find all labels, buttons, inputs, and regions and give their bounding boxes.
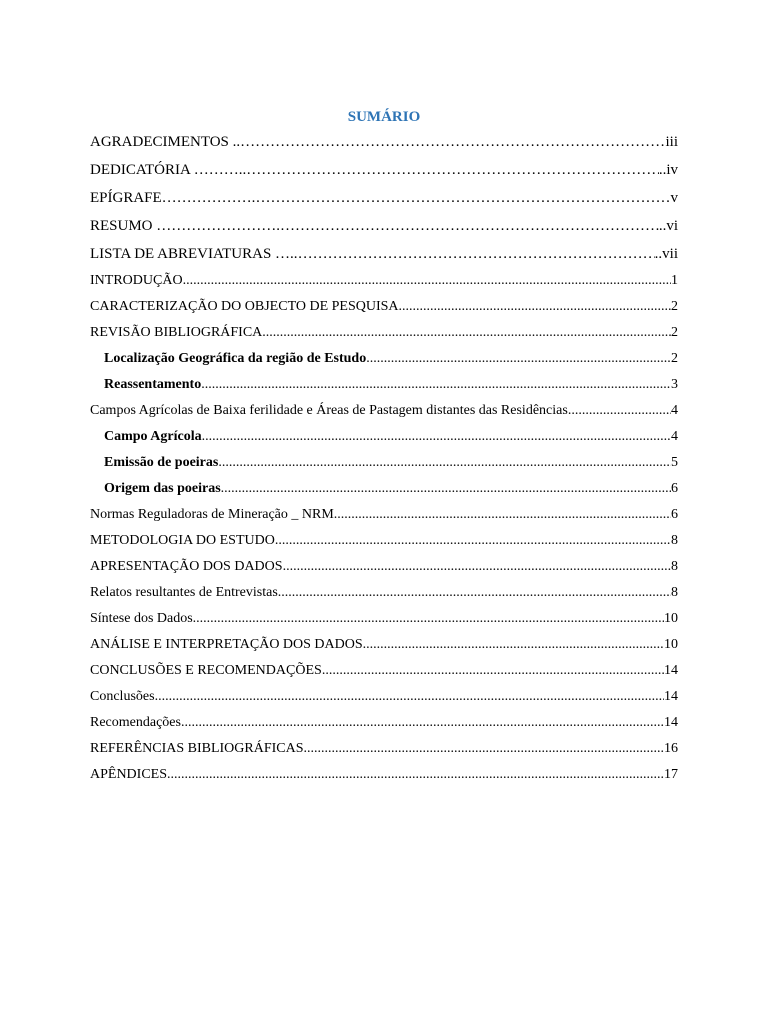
toc-entry-label: Normas Reguladoras de Mineração _ NRM bbox=[90, 507, 334, 522]
toc-entry[interactable] bbox=[90, 424, 678, 450]
toc-entry[interactable] bbox=[90, 240, 678, 268]
toc-entry[interactable] bbox=[90, 580, 678, 606]
toc-page-number: ..vi bbox=[658, 218, 678, 234]
toc-entry-label: Origem das poeiras bbox=[104, 481, 221, 496]
toc-page-number: 17 bbox=[664, 767, 678, 782]
toc-page-number: 10 bbox=[664, 611, 678, 626]
toc-entry-label: INTRODUÇÃO bbox=[90, 273, 183, 288]
toc-entry[interactable] bbox=[90, 294, 678, 320]
toc-entry-label: METODOLOGIA DO ESTUDO bbox=[90, 533, 275, 548]
toc-entry[interactable] bbox=[90, 554, 678, 580]
toc-title: SUMÁRIO bbox=[347, 109, 421, 125]
table-of-contents bbox=[90, 128, 678, 788]
toc-entry[interactable] bbox=[90, 476, 678, 502]
toc-page-number: 6 bbox=[671, 507, 678, 522]
toc-entry-label: AGRADECIMENTOS .. bbox=[90, 134, 241, 150]
toc-page-number: 10 bbox=[664, 637, 678, 652]
toc-entry-label: Emissão de poeiras bbox=[104, 455, 219, 470]
toc-page-number: 8 bbox=[671, 585, 678, 600]
toc-leader-dots bbox=[363, 632, 664, 658]
toc-page-number: 14 bbox=[664, 715, 678, 730]
toc-page-number: 14 bbox=[664, 689, 678, 704]
toc-page-number: 1 bbox=[671, 273, 678, 288]
toc-leader-dots bbox=[334, 502, 671, 528]
toc-entry[interactable] bbox=[90, 268, 678, 294]
toc-leader-dots bbox=[183, 268, 671, 294]
toc-leader-dots bbox=[275, 528, 671, 554]
toc-entry[interactable] bbox=[90, 606, 678, 632]
toc-entry[interactable] bbox=[90, 372, 678, 398]
toc-leader-dots bbox=[262, 320, 671, 346]
toc-entry[interactable] bbox=[90, 212, 678, 240]
toc-entry-label: APÊNDICES bbox=[90, 767, 168, 782]
toc-page-number: 2 bbox=[671, 299, 678, 314]
toc-page-number: 4 bbox=[671, 403, 678, 418]
toc-entry-label: Reassentamento bbox=[104, 377, 202, 392]
toc-leader-dots bbox=[298, 240, 655, 268]
toc-page-number: 14 bbox=[664, 663, 678, 678]
toc-entry-label: LISTA DE ABREVIATURAS ….. bbox=[90, 246, 298, 262]
toc-page-number: 2 bbox=[671, 325, 678, 340]
toc-page-number: 8 bbox=[671, 533, 678, 548]
toc-leader-dots bbox=[322, 658, 664, 684]
toc-entry[interactable] bbox=[90, 156, 678, 184]
toc-entry-label: ANÁLISE E INTERPRETAÇÃO DOS DADOS bbox=[90, 637, 363, 652]
toc-leader-dots bbox=[193, 606, 664, 632]
toc-leader-dots bbox=[246, 156, 659, 184]
toc-entry-label: Campo Agrícola bbox=[104, 429, 202, 444]
toc-page-number: 5 bbox=[671, 455, 678, 470]
toc-entry-label: REFERÊNCIAS BIBLIOGRÁFICAS bbox=[90, 741, 304, 756]
toc-page-number: 6 bbox=[671, 481, 678, 496]
toc-leader-dots bbox=[399, 294, 671, 320]
toc-page-number: 4 bbox=[671, 429, 678, 444]
toc-leader-dots bbox=[283, 554, 671, 580]
toc-entry-label: Relatos resultantes de Entrevistas bbox=[90, 585, 278, 600]
toc-page-number: iii bbox=[665, 134, 678, 150]
toc-entry-label: REVISÃO BIBLIOGRÁFICA bbox=[90, 325, 263, 340]
toc-entry[interactable] bbox=[90, 320, 678, 346]
toc-leader-dots bbox=[181, 710, 664, 736]
toc-entry-label: APRESENTAÇÃO DOS DADOS bbox=[90, 559, 283, 574]
toc-entry-label: EPÍGRAFE………………. bbox=[90, 190, 256, 206]
toc-entry-label: Síntese dos Dados bbox=[90, 611, 193, 626]
toc-entry-label: CARACTERIZAÇÃO DO OBJECTO DE PESQUISA bbox=[90, 299, 399, 314]
toc-entry[interactable] bbox=[90, 346, 678, 372]
toc-page-number: 16 bbox=[664, 741, 678, 756]
toc-entry[interactable] bbox=[90, 528, 678, 554]
toc-entry-label: RESUMO ……………………. bbox=[90, 218, 281, 234]
toc-page-number: ..vii bbox=[654, 246, 678, 262]
toc-leader-dots bbox=[201, 372, 671, 398]
toc-entry-label: Localização Geográfica da região de Estudo bbox=[104, 351, 367, 366]
toc-leader-dots bbox=[255, 184, 670, 212]
toc-leader-dots bbox=[155, 684, 664, 710]
toc-leader-dots bbox=[167, 762, 664, 788]
toc-entry-label: Campos Agrícolas de Baixa ferilidade e Áreas de Pastagem distantes das Residências bbox=[90, 403, 568, 418]
toc-entry[interactable] bbox=[90, 710, 678, 736]
toc-page-number: v bbox=[670, 190, 678, 206]
toc-entry-label: Recomendações bbox=[90, 715, 181, 730]
toc-leader-dots bbox=[568, 398, 671, 424]
toc-entry-label: DEDICATÓRIA ……….. bbox=[90, 162, 247, 178]
toc-page-number: 3 bbox=[671, 377, 678, 392]
toc-entry[interactable] bbox=[90, 684, 678, 710]
toc-entry[interactable] bbox=[90, 502, 678, 528]
toc-leader-dots bbox=[240, 128, 665, 156]
document-page bbox=[90, 106, 678, 788]
toc-leader-dots bbox=[280, 212, 659, 240]
toc-entry[interactable] bbox=[90, 632, 678, 658]
toc-entry[interactable] bbox=[90, 398, 678, 424]
toc-leader-dots bbox=[366, 346, 671, 372]
toc-leader-dots bbox=[278, 580, 671, 606]
toc-page-number: ..iv bbox=[658, 162, 678, 178]
toc-entry-label: CONCLUSÕES E RECOMENDAÇÕES bbox=[90, 663, 322, 678]
toc-entry[interactable] bbox=[90, 762, 678, 788]
toc-entry-label: Conclusões bbox=[90, 689, 155, 704]
toc-leader-dots bbox=[202, 424, 671, 450]
toc-entry[interactable] bbox=[90, 450, 678, 476]
toc-page-number: 2 bbox=[671, 351, 678, 366]
toc-entry[interactable] bbox=[90, 736, 678, 762]
toc-leader-dots bbox=[304, 736, 664, 762]
toc-leader-dots bbox=[221, 476, 671, 502]
toc-entry[interactable] bbox=[90, 128, 678, 156]
toc-entry[interactable] bbox=[90, 658, 678, 684]
toc-page-number: 8 bbox=[671, 559, 678, 574]
toc-entry[interactable] bbox=[90, 184, 678, 212]
toc-leader-dots bbox=[218, 450, 671, 476]
